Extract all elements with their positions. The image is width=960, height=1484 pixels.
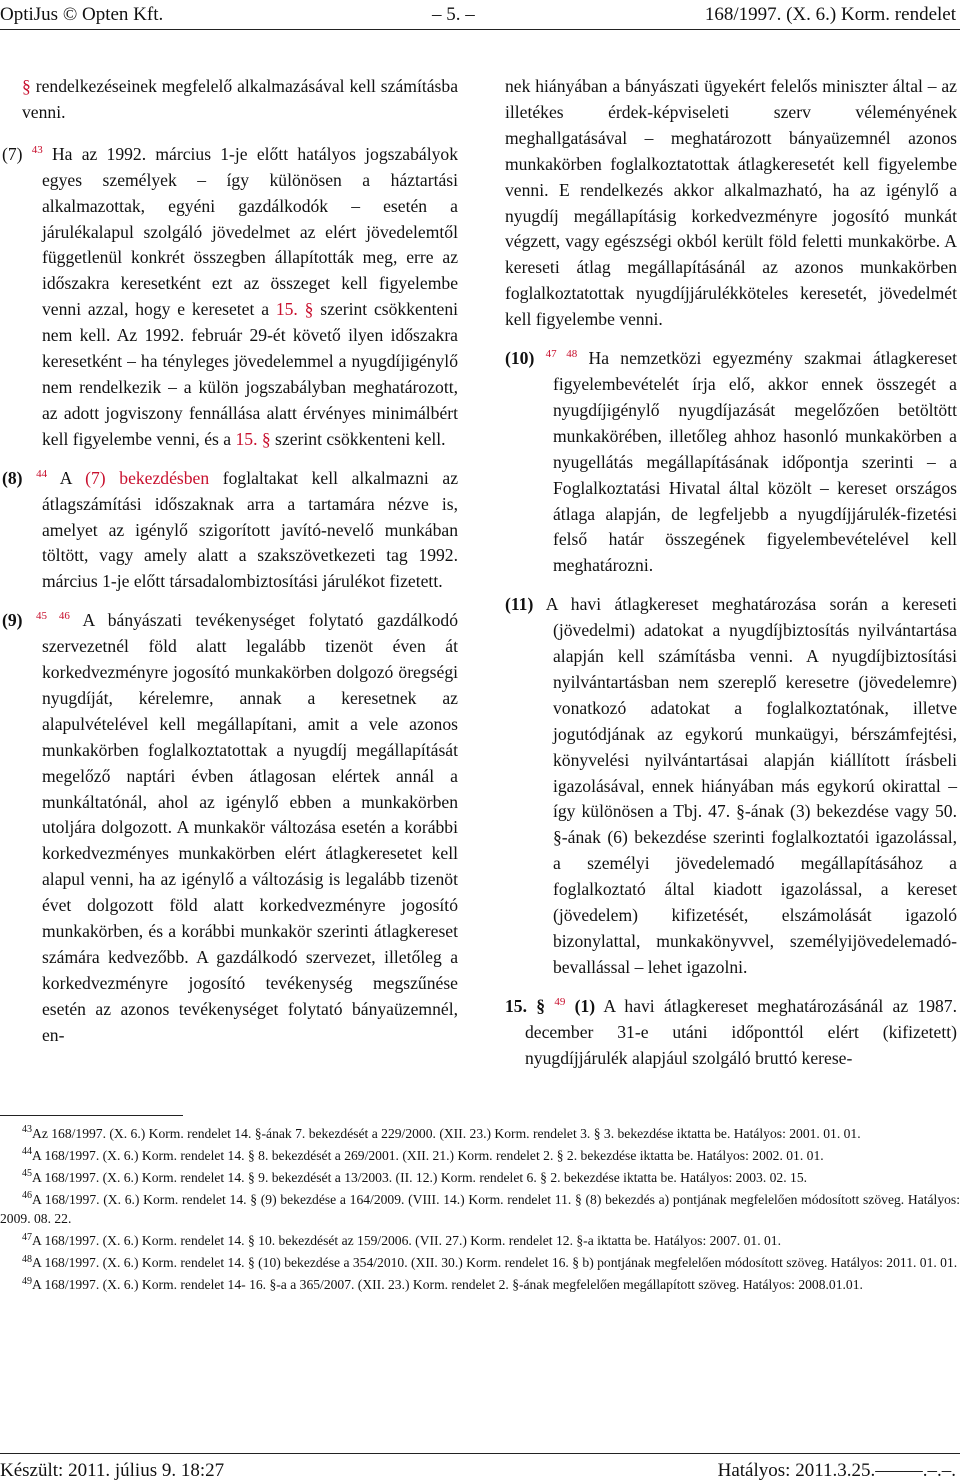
footnote-text: A 168/1997. (X. 6.) Korm. rendelet 14. § (10) bekezdése a 354/2010. (XII. 30.) Korm. rendelet 16. § b) pontjának megfelelően módosított szöveg. Hatályos: 2011. 01. 01. xyxy=(32,1255,958,1271)
paragraph-9-continuation: nek hiányában a bányászati ügyekért felelős miniszter által – az illetékes érdek-képviseleti szerv véleményének meghallgatásával – meghatározott bányaüzemnél azonos munkakörben foglalkoztatottak átlagkeresetét kell figyelembe venni. E rendelkezés akkor alkalmazható, ha az igénylő a nyugdíj megállapításig korkedvezményre jogosító munkát végzett, vagy egészségi okból került föld feletti munkakörbe. A kereseti átlag megállapításánál az azonos munkakörben foglalkoztatottak nyugdíjjárulékköteles keresetét, jövedelmét kell figyelembe venni. xyxy=(505,76,957,330)
paragraph-continuation xyxy=(2,74,458,126)
footnote-rule xyxy=(0,1115,183,1116)
footnote-text: A 168/1997. (X. 6.) Korm. rendelet 14. § (9) bekezdése a 164/2009. (VIII. 14.) Korm. rendelet 11. § (8) bekezdés a) pontjának megfelelően módosított szöveg. Hatályos: 2009. 08. 22. xyxy=(0,1192,960,1227)
footnote-43 xyxy=(0,1124,960,1143)
paragraph-number: (10) xyxy=(505,348,535,369)
footnote-number: 47 xyxy=(22,1231,32,1243)
footnote-number: 45 xyxy=(22,1168,32,1180)
paragraph-7 xyxy=(2,142,458,453)
footnote-text: Az 168/1997. (X. 6.) Korm. rendelet 14. §-ának 7. bekezdését a 229/2000. (XII. 23.) Korm. rendelet 3. § 3. bekezdése iktatta be. Hatályos: 2001. 01. 01. xyxy=(32,1126,861,1141)
paragraph-text: rendelkezéseinek megfelelő alkalmazásával kell számításba venni. xyxy=(22,76,458,122)
paragraph-text: A havi átlagkereset meghatározása során a kereseti (jövedelmi) adatokat a nyugdíjbiztosítás nyilvántartása alapján kell számításba venni. A nyugdíjbiztosítási nyilvántartásban nem szereplő keresetre (jövedelemre) vonatkozó adatokat a foglalkoztatónak, illetve jogutódjának az egykorú munkaügyi, bérszámfejtési, könyvelési nyilvántartásai alapján kiállított írásbeli igazolásával, ennek hiányában más egykorú okirattal – így különösen a Tbj. 47. §-ának (3) bekezdése vagy 50. §-ának (6) bekezdése szerinti foglalkoztatói igazolással, a személyi jövedelemadó megállapításához a foglalkoztató által kiadott igazolással, a kereset (jövedelem) kifizetését, elszámolását igazoló bizonylattal, munkakönyvvel, személyijövedelemadó-bevallással – lehet igazolni. xyxy=(533,594,957,977)
paragraph-10 xyxy=(505,346,957,579)
footnote-number: 48 xyxy=(22,1253,32,1265)
footnote-ref-44[interactable]: 44 xyxy=(36,467,48,480)
header-rule xyxy=(0,29,960,30)
paragraph-number: (8) xyxy=(2,467,23,488)
paragraph-number: (11) xyxy=(505,594,534,615)
paragraph-9 xyxy=(2,608,458,1048)
paragraph-11 xyxy=(505,592,957,981)
paragraph-7-link[interactable]: (7) bekezdésben xyxy=(85,467,210,488)
footer-rule xyxy=(0,1453,960,1454)
right-column xyxy=(505,74,957,1072)
footnote-47 xyxy=(0,1231,960,1250)
footnote-ref-49[interactable]: 49 xyxy=(554,995,566,1008)
footnote-44 xyxy=(0,1146,960,1165)
footnote-number: 44 xyxy=(22,1146,32,1158)
section-number: 15. § xyxy=(505,995,546,1016)
footnote-48 xyxy=(0,1253,960,1272)
footnote-ref-47-48[interactable]: 47 48 xyxy=(545,348,578,361)
paragraph-8: (8) $^{44}$ A (7) bekezdésben foglaltakat kell alkalmazni az átlagszámítási időszaknak arra a tartamára nézve is, amelyet az igénylő szigorított javító-nevelő munkában töltött, vagy amely alatt a szakszövetkezeti tag 1992. március 1-je előtt társadalombiztosítási járulékot fizetett. xyxy=(2,467,459,592)
paragraph-text: A havi átlagkereset meghatározásánál az 1987. december 31-e utáni időponttól elért (kifizetett) nyugdíjjárulék alapjául szolgáló bruttó kerese- xyxy=(525,995,957,1068)
paragraph-number: (7) xyxy=(2,143,23,164)
header-publisher: OptiJus © Opten Kft. xyxy=(0,4,164,25)
footnote-text: A 168/1997. (X. 6.) Korm. rendelet 14. § 10. bekezdését az 159/2006. (VII. 27.) Korm. rendelet 12. §-a iktatta be. Hatályos: 2007. 01. 01. xyxy=(32,1233,781,1249)
footnote-text: A 168/1997. (X. 6.) Korm. rendelet 14. § 9. bekezdését a 13/2003. (II. 12.) Korm. rendelet 6. § 2. bekezdése iktatta be. Hatályos: 2003. 02. 15. xyxy=(32,1170,808,1185)
section-15 xyxy=(505,994,957,1072)
paragraph-text: foglaltakat kell alkalmazni az átlagszámítási időszaknak arra a tartamára nézve is, amelyet az igénylő szigorított javító-nevelő munkában töltött, vagy amely alatt a szakszövetkezeti tag 1992. március 1-je előtt társadalombiztosítási járulékot fizetett. xyxy=(42,467,459,592)
footnote-49 xyxy=(0,1275,960,1294)
section-15-link[interactable]: 15. § xyxy=(275,299,314,320)
section-link[interactable]: § xyxy=(22,76,31,96)
paragraph-text: A bányászati tevékenységet folytató gazdálkodó szervezetnél föld alatt legalább tizenöt éven át korkedvezményre jogosító munkakörben dolgozó öregségi nyugdíját, kérelemre, annak a keresetnek az alapulvételével kell megállapítani, amit a vele azonos munkakörben foglalkoztatottak a nyugdíj megállapítását megelőző naptári évben átlagosan elértek annál a munkáltatónál, ahol az igénylő ebben a munkakörben utoljára dolgozott. A munkakör változása esetén a korábbi korkedvezményes munkakörben elért átlagkeresetet kell alapul venni, ha az igénylő a változásig is legalább tizenöt évet dolgozott föld alatt korkedvezményre jogosító munkakörben, és a korábbi munkakör szerinti átlagkereset számára kedvezőbb. A gazdálkodó szervezet, illetőleg a korkedvezményre jogosító tevékenység megszűnése esetén az azonos tevékenységet folytató bányaüzemnél, en- xyxy=(42,610,459,1045)
header-document-title: 168/1997. (X. 6.) Korm. rendelet xyxy=(704,4,956,25)
footnote-text: A 168/1997. (X. 6.) Korm. rendelet 14. § 8. bekezdését a 269/2001. (XII. 21.) Korm. rendelet 2. § 2. bekezdése iktatta be. Hatályos: 2002. 01. 01. xyxy=(32,1148,824,1163)
paragraph-text: Ha nemzetközi egyezmény szakmai átlagkereset figyelembevételét írja elő, akkor ennek összegét a nyugdíjigénylő nyugdíjazását megelőzően betöltött munkakörében, illetőleg ahhoz hasonló munkakörben a nyugellátás megállapításának időpontja szerinti – a Foglalkoztatási Hivatal által közölt – kereset országos átlaga alapján, de legfeljebb a nyugdíjjárulék-fizetési felső határ összegének figyelembevételével kell meghatározni. xyxy=(553,348,957,576)
subsection-number: (1) xyxy=(574,995,596,1016)
footnote-text: A 168/1997. (X. 6.) Korm. rendelet 14- 16. §-a a 365/2007. (XII. 23.) Korm. rendelet 2. §-ának megfelelően megállapított szöveg. Hatályos: 2008.01.01. xyxy=(32,1277,863,1293)
left-column xyxy=(2,74,458,1049)
footnote-number: 43 xyxy=(22,1124,32,1136)
paragraph-number: (9) xyxy=(2,610,23,631)
footnotes xyxy=(0,1124,960,1297)
header-page-number: – 5. – xyxy=(432,4,475,25)
footnote-45 xyxy=(0,1168,960,1187)
footnote-number: 46 xyxy=(22,1190,32,1202)
section-15-link[interactable]: 15. § xyxy=(235,428,271,449)
paragraph-text: szerint csökkenteni kell. xyxy=(270,428,446,449)
paragraph-text: Ha az 1992. március 1-je előtt hatályos jogszabályok egyes személyek – így különösen a háztartási alkalmazottak, egyéni gazdálkodók – esetén a járulékalapul szolgáló jövedelmet az elért jövedelemtől függetlenül konkrét összegben állapították meg, erre az időszakra keresetként ezt az összeget kell figyelembe venni azzal, hogy e keresetet a xyxy=(42,143,459,320)
footnote-ref-45-46[interactable]: 45 46 xyxy=(36,610,70,623)
footnote-ref-43[interactable]: 43 xyxy=(31,143,43,156)
paragraph-text: szerint csökkenteni nem kell. Az 1992. február 29-ét követő ilyen időszakra keresetként – ha tényleges jövedelemmel a nyugdíjigénylő nem rendelkezik – a külön jogszabályban meghatározott, az adott jogviszony fennállása alatt érvényes minimálbért kell figyelembe venni, és a xyxy=(42,299,458,449)
footer-effective: Hatályos: 2011.3.25.–––––.–.–. xyxy=(717,1460,956,1481)
footnote-number: 49 xyxy=(22,1275,32,1287)
footer-created: Készült: 2011. július 9. 18:27 xyxy=(0,1460,225,1481)
footnote-46 xyxy=(0,1190,960,1229)
